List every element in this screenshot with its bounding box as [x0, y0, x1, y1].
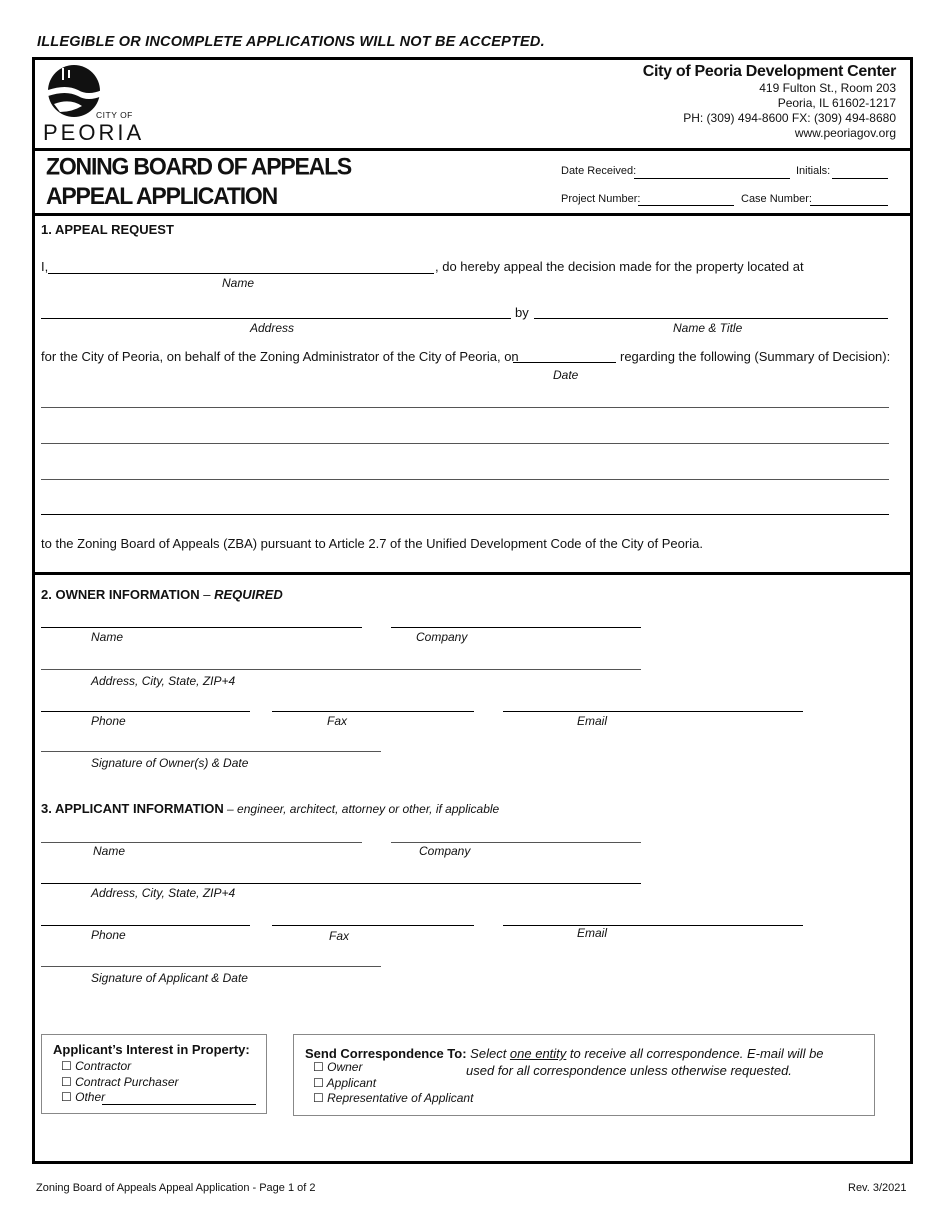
correspondence-heading: Send Correspondence To: — [305, 1046, 467, 1061]
section2-dash: – — [199, 587, 215, 602]
case-number-field[interactable] — [810, 205, 888, 206]
interest-option-label: Contract Purchaser — [75, 1074, 179, 1089]
section2-title: 2. OWNER INFORMATION — [41, 587, 200, 602]
form-title-line2: APPEAL APPLICATION — [46, 182, 277, 210]
applicant-phone-caption: Phone — [91, 928, 126, 942]
owner-phone-field[interactable] — [41, 711, 250, 712]
form-title — [46, 152, 351, 211]
owner-name-caption: Name — [91, 630, 124, 644]
correspondence-option-representative[interactable] — [313, 1091, 473, 1107]
org-website[interactable]: www.peoriagov.org — [794, 126, 896, 140]
correspondence-option-label: Applicant — [326, 1075, 377, 1090]
section3-subtitle: – engineer, architect, attorney or other, if applicable — [223, 802, 500, 816]
owner-email-caption: Email — [577, 714, 608, 728]
section2-heading — [41, 587, 283, 602]
owner-phone-caption: Phone — [91, 714, 126, 728]
correspondence-option-applicant[interactable] — [313, 1076, 473, 1092]
org-info — [643, 62, 896, 141]
correspondence-option-label: Representative of Applicant — [327, 1091, 474, 1105]
applicant-signature-caption: Signature of Applicant & Date — [91, 971, 248, 985]
section2-required: REQUIRED — [214, 587, 283, 602]
applicant-address-caption: Address, City, State, ZIP+4 — [91, 886, 236, 900]
owner-fax-caption: Fax — [327, 714, 348, 728]
regarding-text: regarding the following (Summary of Decision): — [620, 349, 891, 364]
owner-email-field[interactable] — [503, 711, 803, 712]
applicant-company-caption: Company — [419, 844, 471, 858]
section3-title: 3. APPLICANT INFORMATION — [41, 801, 224, 816]
property-address-field[interactable] — [41, 318, 511, 319]
correspondence-text-line2: used for all correspondence unless otherwise requested. — [466, 1063, 792, 1078]
summary-line-1[interactable] — [41, 407, 889, 408]
summary-line-3[interactable] — [41, 479, 889, 480]
correspondence-text — [305, 1046, 824, 1061]
divider — [35, 148, 910, 151]
owner-company-caption: Company — [416, 630, 468, 644]
footer-page-label: Zoning Board of Appeals Appeal Application - Page 1 of 2 — [36, 1182, 316, 1194]
owner-address-field[interactable] — [41, 669, 641, 670]
date-received-label: Date Received: — [561, 165, 637, 177]
checkbox-icon[interactable]: ☐ — [61, 1059, 72, 1073]
name-title-field[interactable] — [534, 318, 888, 319]
zba-text: to the Zoning Board of Appeals (ZBA) pursuant to Article 2.7 of the Unified Development Code of the City of Peoria. — [41, 536, 703, 551]
correspondence-text-pre: Select — [466, 1046, 510, 1061]
owner-fax-field[interactable] — [272, 711, 474, 712]
correspondence-option-owner[interactable] — [313, 1060, 473, 1076]
by-label: by — [515, 305, 529, 320]
checkbox-icon[interactable]: ☐ — [61, 1074, 72, 1089]
footer-revision: Rev. 3/2021 — [848, 1182, 907, 1194]
on-behalf-text: for the City of Peoria, on behalf of the Zoning Administrator of the City of Peoria, on — [41, 349, 519, 364]
checkbox-icon[interactable]: ☐ — [313, 1091, 324, 1105]
divider — [35, 572, 910, 575]
divider — [35, 213, 910, 216]
interest-option-label: Contractor — [75, 1059, 132, 1073]
appeal-text: , do hereby appeal the decision made for the property located at — [435, 259, 804, 274]
date-caption: Date — [553, 368, 579, 382]
correspondence-text-post: to receive all correspondence. E-mail will be — [566, 1046, 824, 1061]
owner-name-field[interactable] — [41, 627, 362, 628]
interest-options — [61, 1059, 179, 1106]
org-phone: PH: (309) 494-8600 FX: (309) 494-8680 — [683, 111, 896, 125]
applicant-fax-field[interactable] — [272, 925, 474, 926]
interest-option-contractor[interactable] — [61, 1059, 179, 1075]
org-address2: Peoria, IL 61602-1217 — [777, 96, 896, 110]
applicant-address-field[interactable] — [41, 883, 641, 884]
applicant-email-field[interactable] — [503, 925, 803, 926]
owner-address-caption: Address, City, State, ZIP+4 — [91, 674, 236, 688]
correspondence-option-label: Owner — [327, 1060, 363, 1074]
applicant-fax-caption: Fax — [329, 929, 350, 943]
applicant-phone-field[interactable] — [41, 925, 250, 926]
checkbox-icon[interactable]: ☐ — [313, 1060, 324, 1074]
section1-heading: 1. APPEAL REQUEST — [41, 222, 174, 237]
summary-line-2[interactable] — [41, 443, 889, 444]
interest-option-contract-purchaser[interactable] — [61, 1075, 179, 1091]
case-number-label: Case Number: — [741, 193, 812, 205]
org-title: City of Peoria Development Center — [642, 63, 896, 80]
owner-company-field[interactable] — [391, 627, 641, 628]
appeal-i-label: I, — [41, 259, 49, 274]
decision-date-field[interactable] — [513, 362, 616, 363]
project-number-field[interactable] — [638, 205, 734, 206]
name-title-caption: Name & Title — [673, 321, 743, 335]
owner-signature-caption: Signature of Owner(s) & Date — [91, 756, 249, 770]
warning-notice: ILLEGIBLE OR INCOMPLETE APPLICATIONS WILL NOT BE ACCEPTED. — [37, 34, 545, 50]
applicant-email-caption: Email — [577, 926, 608, 940]
applicant-name-field[interactable] — [41, 842, 362, 843]
section3-heading — [41, 801, 499, 816]
correspondence-text-underline: one entity — [509, 1046, 567, 1061]
appellant-name-field[interactable] — [48, 273, 434, 274]
checkbox-icon[interactable]: ☐ — [61, 1090, 72, 1104]
applicant-name-caption: Name — [93, 844, 126, 858]
org-address1: 419 Fulton St., Room 203 — [759, 81, 896, 95]
project-number-label: Project Number: — [561, 193, 641, 205]
initials-label: Initials: — [796, 165, 831, 177]
logo-name: PEORIA — [43, 120, 145, 145]
applicant-company-field[interactable] — [391, 842, 641, 843]
summary-line-4[interactable] — [41, 514, 889, 515]
applicant-signature-field[interactable] — [41, 966, 381, 967]
interest-option-label: Other — [75, 1090, 106, 1104]
initials-field[interactable] — [832, 178, 888, 179]
checkbox-icon[interactable]: ☐ — [313, 1075, 324, 1090]
interest-other-field[interactable] — [102, 1104, 256, 1105]
name-caption: Name — [222, 276, 255, 290]
logo-city-of: CITY OF — [96, 110, 133, 120]
date-received-field[interactable] — [634, 178, 790, 179]
interest-heading: Applicant’s Interest in Property: — [53, 1042, 250, 1057]
form-title-line1: ZONING BOARD OF APPEALS — [46, 152, 352, 180]
address-caption: Address — [250, 321, 295, 335]
owner-signature-field[interactable] — [41, 751, 381, 752]
correspondence-options — [313, 1060, 473, 1107]
